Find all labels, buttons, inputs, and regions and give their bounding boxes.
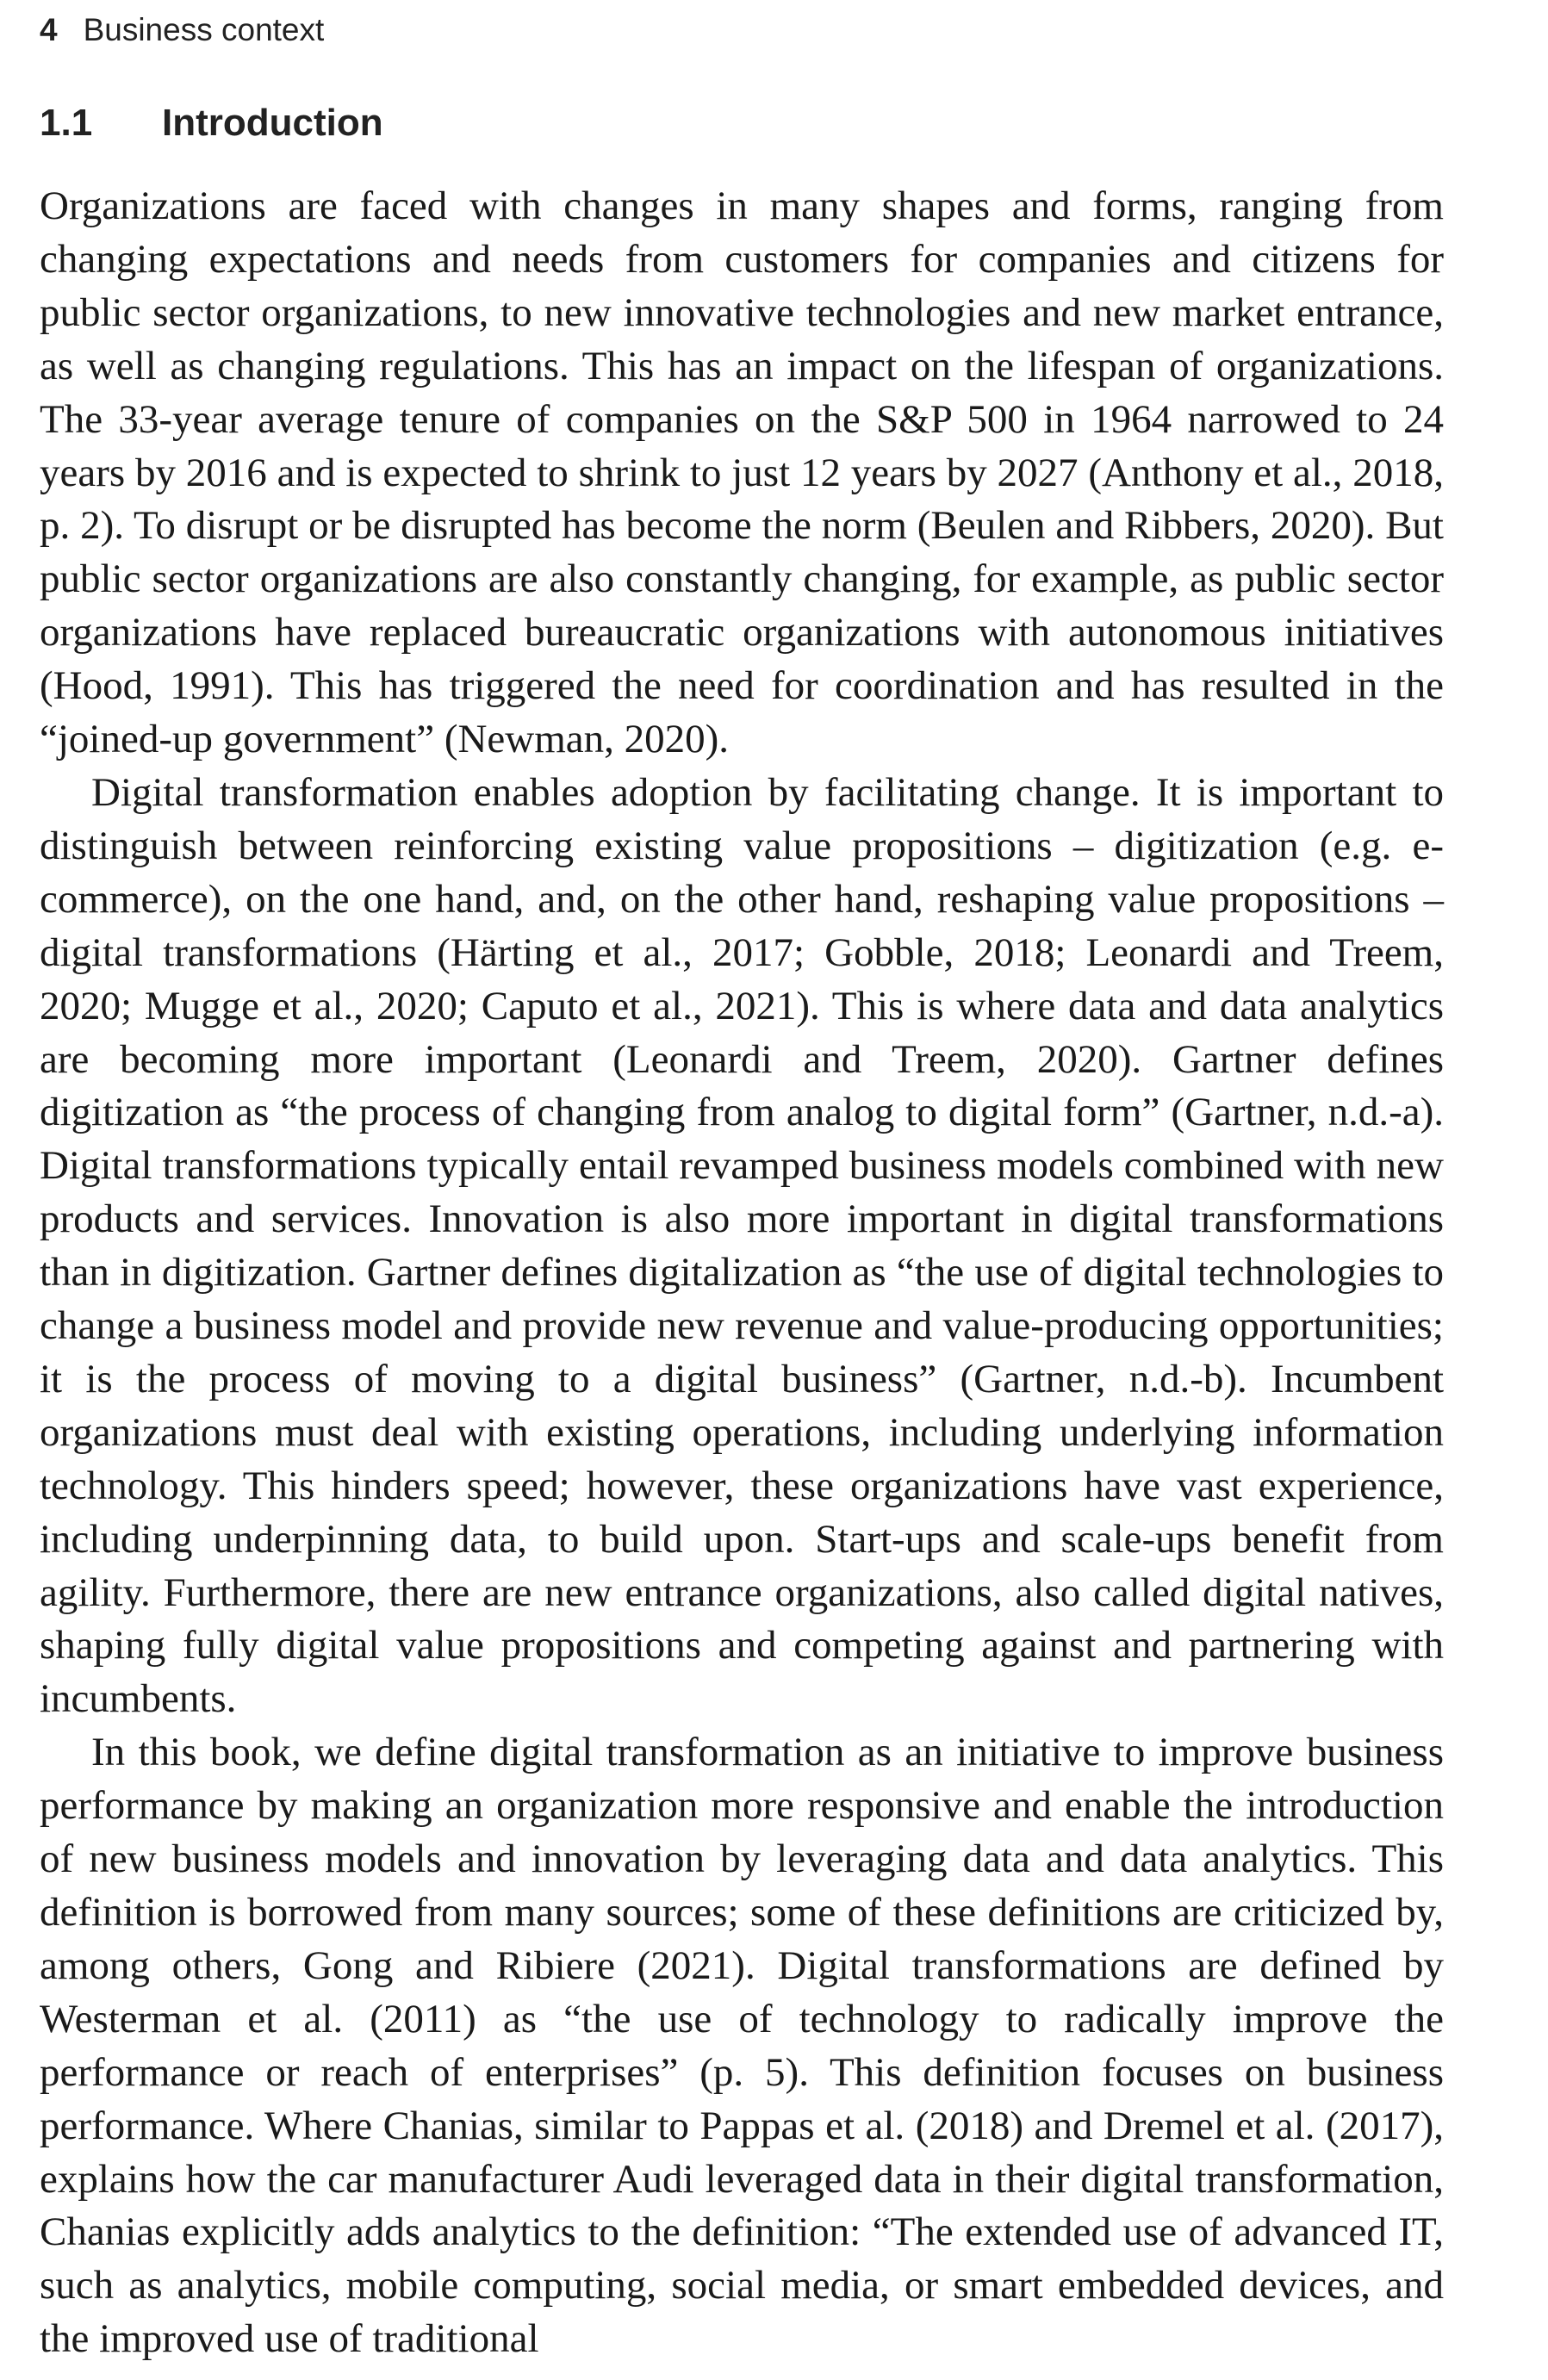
body-text xyxy=(40,180,1444,2366)
paragraph: Organizations are faced with changes in many shapes and forms, ranging from changing expectations and needs from customers for companies and citizens for public sector organizations, to new innovative technologies and new market entrance, as well as changing regulations. This has an impact on the lifespan of organizations. The 33-year average tenure of companies on the S&P 500 in 1964 narrowed to 24 years by 2016 and is expected to shrink to just 12 years by 2027 (Anthony et al., 2018, p. 2). To disrupt or be disrupted has become the norm (Beulen and Ribbers, 2020). But public sector organizations are also constantly changing, for example, as public sector organizations have replaced bureaucratic organizations with autonomous initiatives (Hood, 1991). This has triggered the need for coordination and has resulted in the “joined-up government” (Newman, 2020). xyxy=(40,183,1444,762)
paragraph: Digital transformation enables adoption by facilitating change. It is important to distinguish between reinforcing existing value propositions – digitization (e.g. e-commerce), on the one hand, and, on the other hand, reshaping value propositions – digital transformations (Härting et al., 2017; Gobble, 2018; Leonardi and Treem, 2020; Mugge et al., 2020; Caputo et al., 2021). This is where data and data analytics are becoming more important (Leonardi and Treem, 2020). Gartner defines digitization as “the process of changing from analog to digital form” (Gartner, n.d.-a). Digital transformations typically entail revamped business models combined with new products and services. Innovation is also more important in digital transformations than in digitization. Gartner defines digitalization as “the use of digital technologies to change a business model and provide new revenue and value-producing opportunities; it is the process of moving to a digital business” (Gartner, n.d.-b). Incumbent organizations must deal with existing operations, including underlying information technology. This hinders speed; however, these organizations have vast experience, including underpinning data, to build upon. Start-ups and scale-ups benefit from agility. Furthermore, there are new entrance organizations, also called digital natives, shaping fully digital value propositions and competing against and partnering with incumbents. xyxy=(40,769,1444,1722)
running-head xyxy=(40,9,324,52)
running-head-title: Business context xyxy=(83,12,325,47)
page-number: 4 xyxy=(40,12,58,47)
section-heading xyxy=(40,102,383,145)
section-number: 1.1 xyxy=(40,102,93,144)
paragraph: In this book, we define digital transformation as an initiative to improve business performance by making an organization more responsive and enable the introduction of new business models and innovation by leveraging data and data analytics. This definition is borrowed from many sources; some of these definitions are criticized by, among others, Gong and Ribiere (2021). Digital transformations are defined by Westerman et al. (2011) as “the use of technology to radically improve the performance or reach of enterprises” (p. 5). This definition focuses on business performance. Where Chanias, similar to Pappas et al. (2018) and Dremel et al. (2017), explains how the car manufacturer Audi leveraged data in their digital transformation, Chanias explicitly adds analytics to the definition: “The extended use of advanced IT, such as analytics, mobile computing, social media, or smart embedded devices, and the improved use of traditional xyxy=(40,1730,1444,2362)
section-title: Introduction xyxy=(162,102,383,144)
